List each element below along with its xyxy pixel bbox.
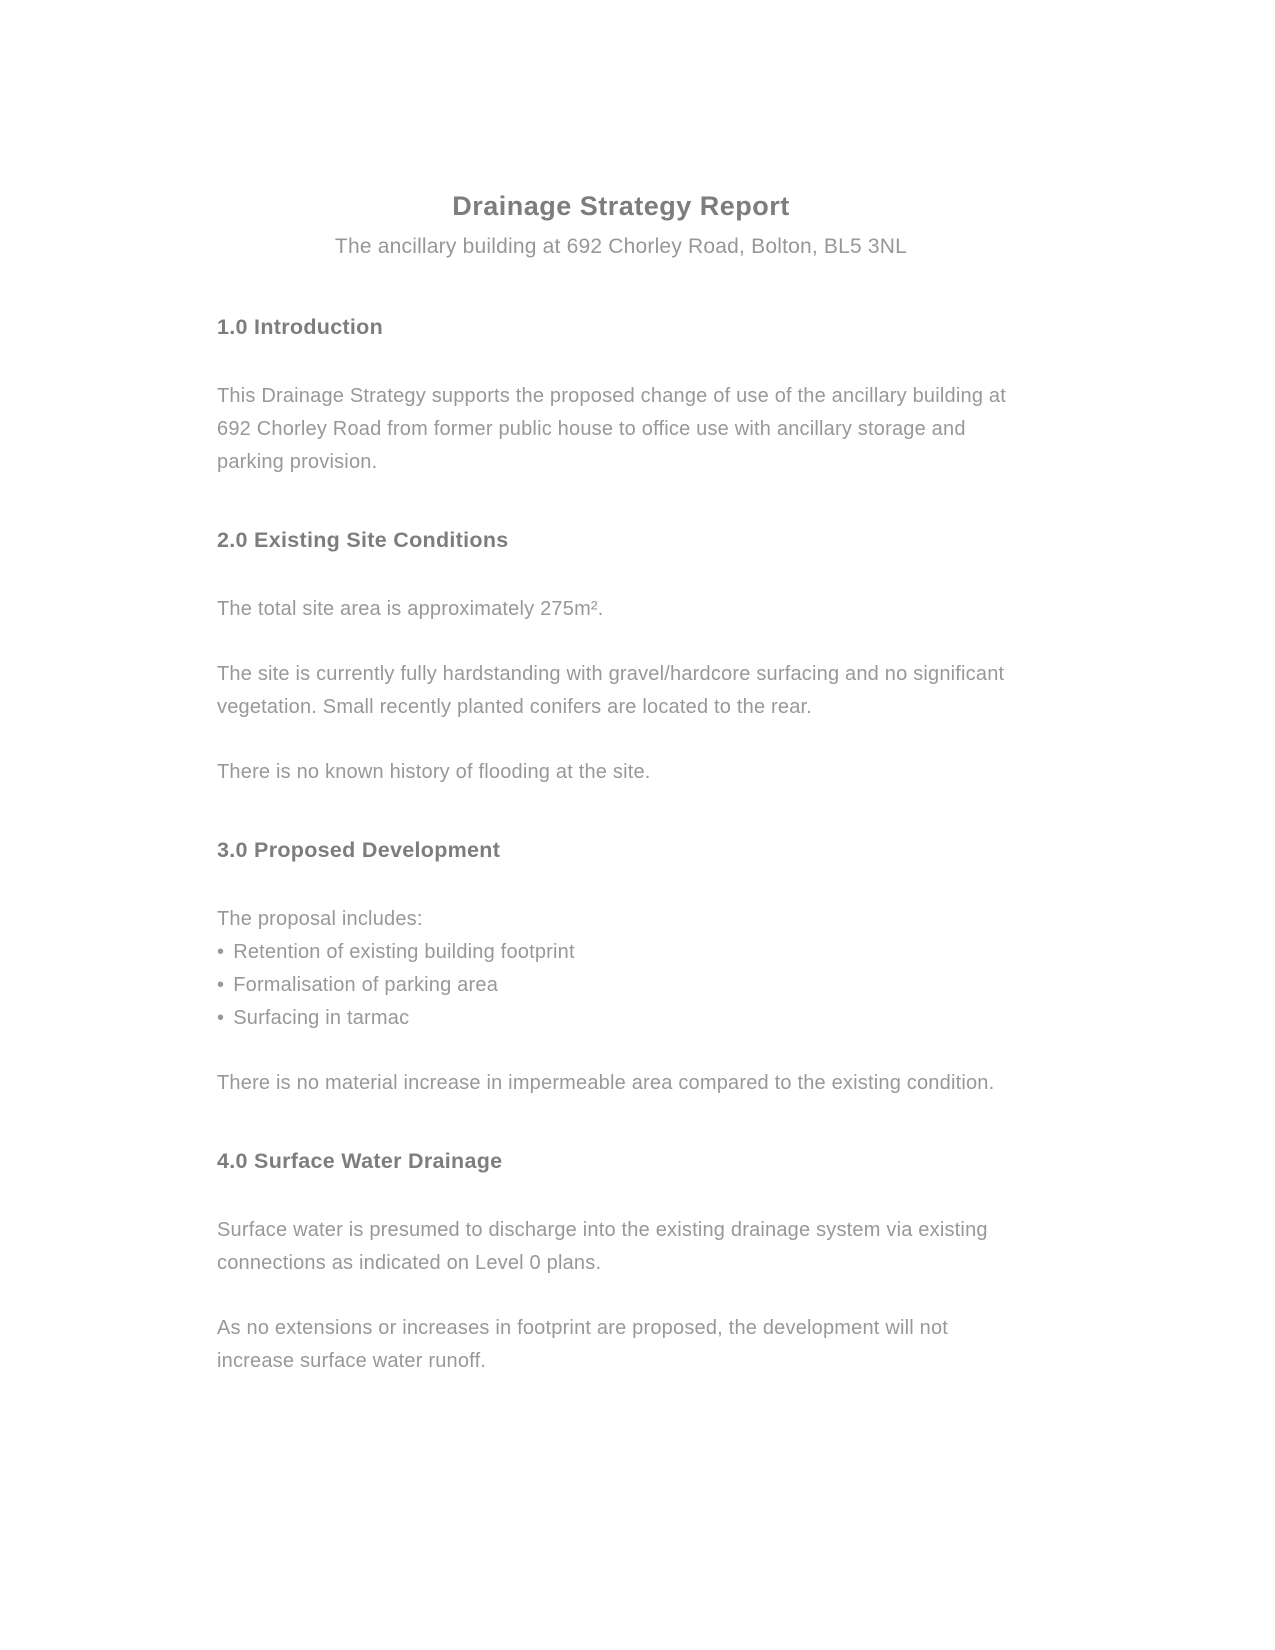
bullet-icon: • (217, 973, 225, 996)
section-existing-site-conditions (217, 527, 1025, 789)
document-subtitle: The ancillary building at 692 Chorley Road, Bolton, BL5 3NL (334, 234, 908, 258)
list-item-label: Retention of existing building footprint (233, 940, 575, 963)
heading-proposed-development: 3.0 Proposed Development (217, 837, 501, 862)
section-proposed-development (217, 837, 1025, 1100)
heading-introduction: 1.0 Introduction (217, 315, 384, 340)
list-item-label: Formalisation of parking area (233, 973, 499, 996)
list-item (217, 936, 1025, 969)
proposal-list-intro: The proposal includes: (217, 907, 423, 930)
document-title: Drainage Strategy Report (452, 191, 790, 221)
heading-existing-site-conditions: 2.0 Existing Site Conditions (217, 527, 509, 552)
list-item-label: Surfacing in tarmac (233, 1006, 410, 1029)
section-surface-water-drainage (217, 1148, 1025, 1378)
section-introduction (217, 314, 1025, 479)
paragraph: This Drainage Strategy supports the proposed change of use of the ancillary building at 692 Chorley Road from former public house to office use with ancillary storage and parking provision. (217, 384, 1006, 473)
heading-surface-water-drainage: 4.0 Surface Water Drainage (217, 1148, 503, 1173)
bullet-icon: • (217, 1006, 225, 1029)
paragraph: Surface water is presumed to discharge into the existing drainage system via existing connections as indicated on Level 0 plans. (217, 1218, 988, 1274)
paragraph: There is no material increase in impermeable area compared to the existing condition. (217, 1071, 995, 1094)
paragraph: There is no known history of flooding at the site. (217, 760, 651, 783)
bullet-icon: • (217, 940, 225, 963)
paragraph: The total site area is approximately 275m². (217, 597, 604, 620)
paragraph: As no extensions or increases in footprint are proposed, the development will not increase surface water runoff. (217, 1316, 949, 1372)
paragraph: The site is currently fully hardstanding with gravel/hardcore surfacing and no significant vegetation. Small recently planted conifers are located to the rear. (217, 662, 1005, 718)
list-item (217, 969, 1025, 1002)
list-item (217, 1002, 1025, 1035)
